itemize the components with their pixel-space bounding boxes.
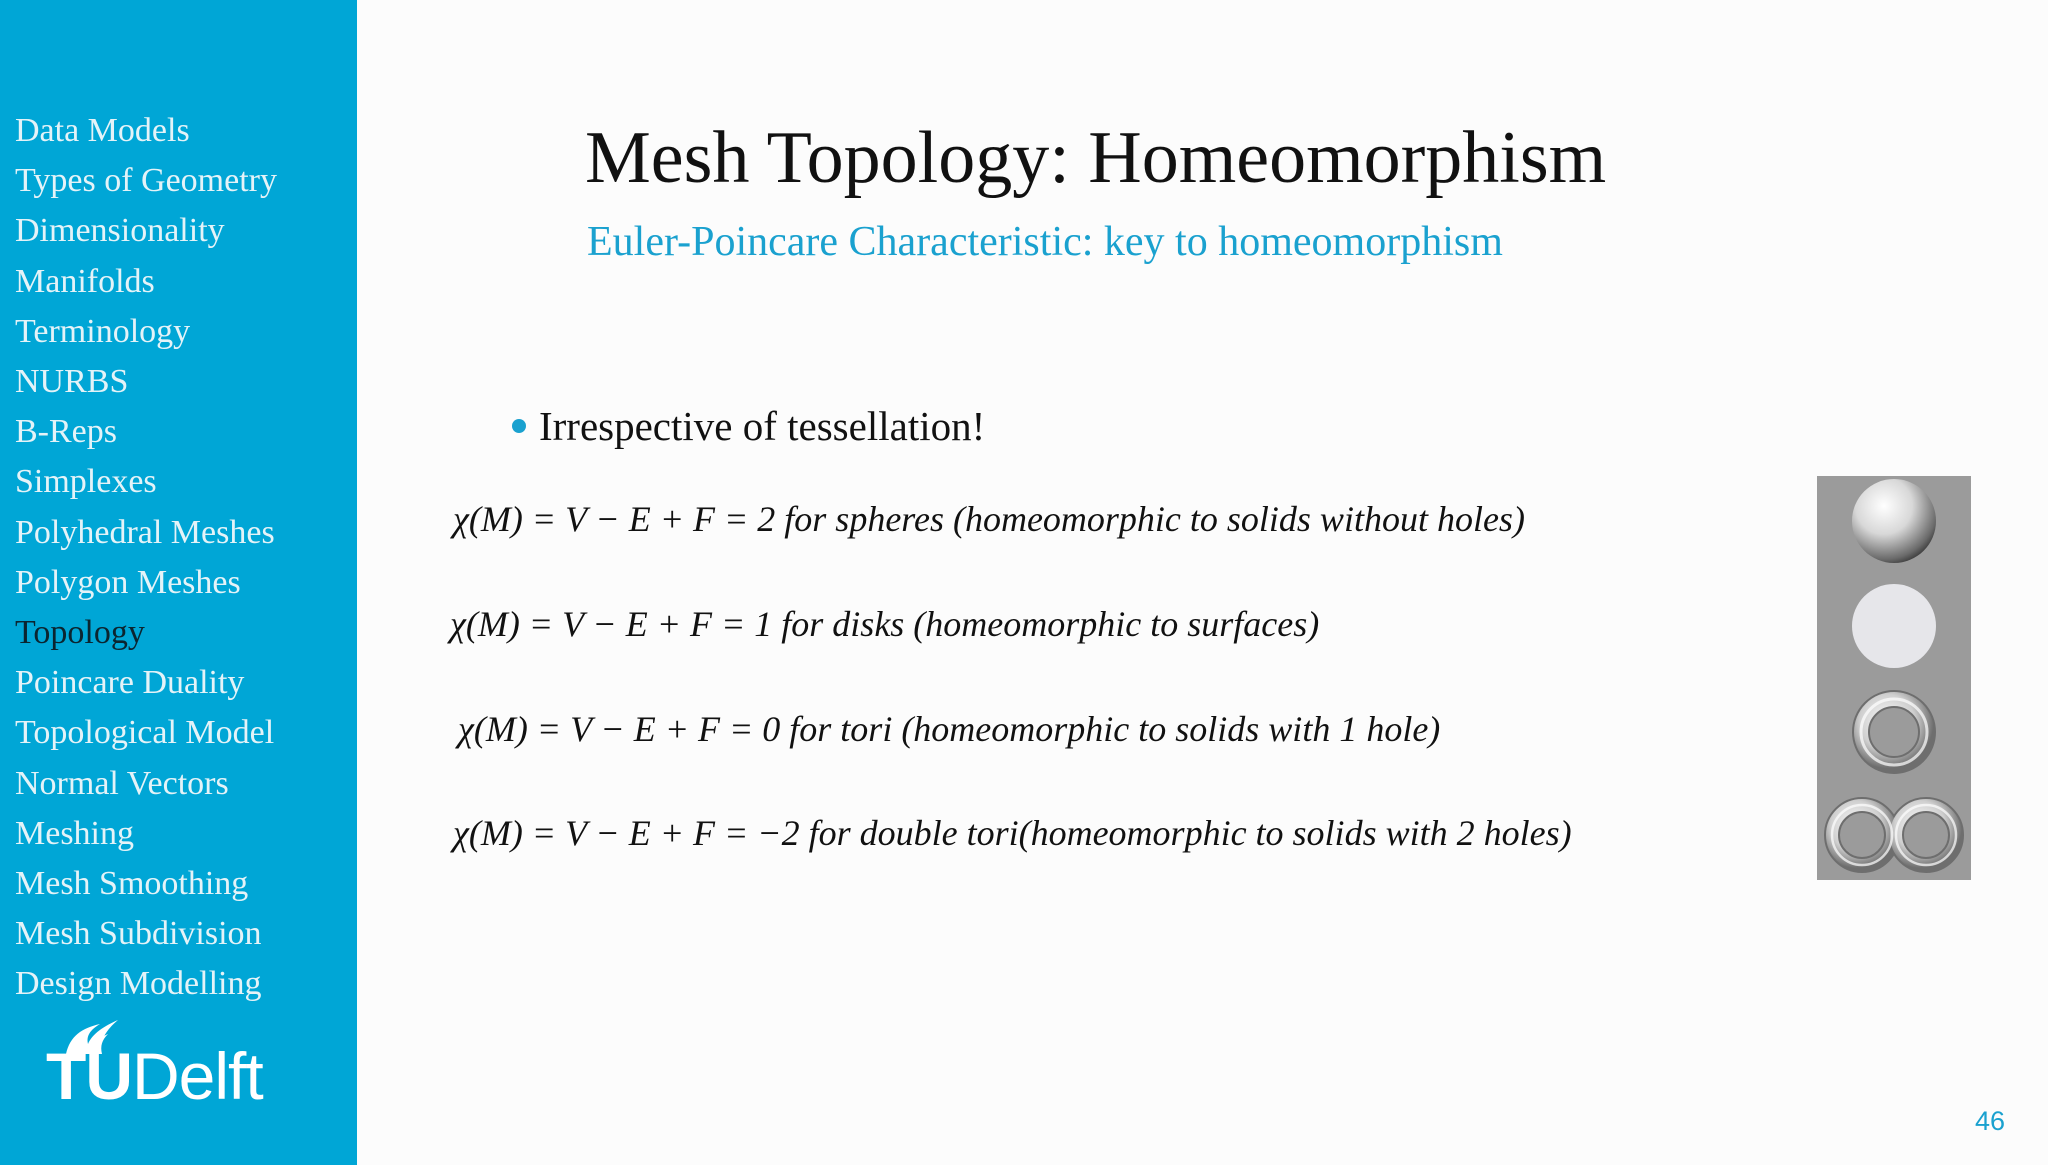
logo-wordmark [46,1036,263,1116]
sidebar-item-types-of-geometry[interactable]: Types of Geometry [15,162,277,200]
sidebar-nav [15,106,277,1010]
sidebar-item-manifolds[interactable]: Manifolds [15,262,155,300]
bullet-point [512,402,985,450]
sidebar-item-topological-model[interactable]: Topological Model [15,714,275,752]
sidebar-item-mesh-smoothing[interactable]: Mesh Smoothing [15,865,249,903]
sidebar-item-poincare-duality[interactable]: Poincare Duality [15,664,245,702]
sphere-icon [1852,479,1936,563]
page-number: 46 [1975,1106,2006,1136]
shapes-illustration [1817,476,1971,880]
sidebar-item-b-reps[interactable]: B-Reps [15,413,117,451]
sidebar-item-meshing[interactable]: Meshing [15,814,134,852]
slide-title: Mesh Topology: Homeomorphism [585,117,1607,199]
sidebar-item-polygon-meshes[interactable]: Polygon Meshes [15,563,241,601]
sidebar-item-mesh-subdivision[interactable]: Mesh Subdivision [15,915,262,953]
bullet-dot-icon [512,419,526,433]
sidebar-item-terminology[interactable]: Terminology [15,312,191,350]
sidebar [0,0,357,1165]
sidebar-item-data-models[interactable]: Data Models [15,112,190,149]
double-torus-icon [1832,805,1956,865]
sidebar-item-simplexes[interactable]: Simplexes [15,463,157,501]
logo-tu: TU [46,1039,132,1113]
sidebar-item-topology[interactable]: Topology [15,614,145,652]
formula-spheres: χ(M) = V − E + F = 2 for spheres (homeomorphic to solids without holes) [453,499,1525,539]
formula-double-tori: χ(M) = V − E + F = −2 for double tori(homeomorphic to solids with 2 holes) [453,813,1572,853]
formula-disks: χ(M) = V − E + F = 1 for disks (homeomorphic to surfaces) [450,604,1320,644]
sidebar-item-normal-vectors[interactable]: Normal Vectors [15,764,229,802]
sidebar-item-dimensionality[interactable]: Dimensionality [15,212,225,250]
tu-delft-logo [46,1018,306,1118]
bullet-text: Irrespective of tessellation! [539,403,986,449]
sidebar-item-nurbs[interactable]: NURBS [15,363,129,401]
logo-delft: Delft [131,1039,263,1113]
disk-icon [1852,584,1936,668]
torus-icon [1861,699,1927,765]
sidebar-item-polyhedral-meshes[interactable]: Polyhedral Meshes [15,513,275,551]
slide-subtitle: Euler-Poincare Characteristic: key to homeomorphism [587,219,1503,265]
formula-tori: χ(M) = V − E + F = 0 for tori (homeomorphic to solids with 1 hole) [458,709,1441,749]
sidebar-item-design-modelling[interactable]: Design Modelling [15,965,262,1003]
shapes-panel [1817,476,1971,880]
